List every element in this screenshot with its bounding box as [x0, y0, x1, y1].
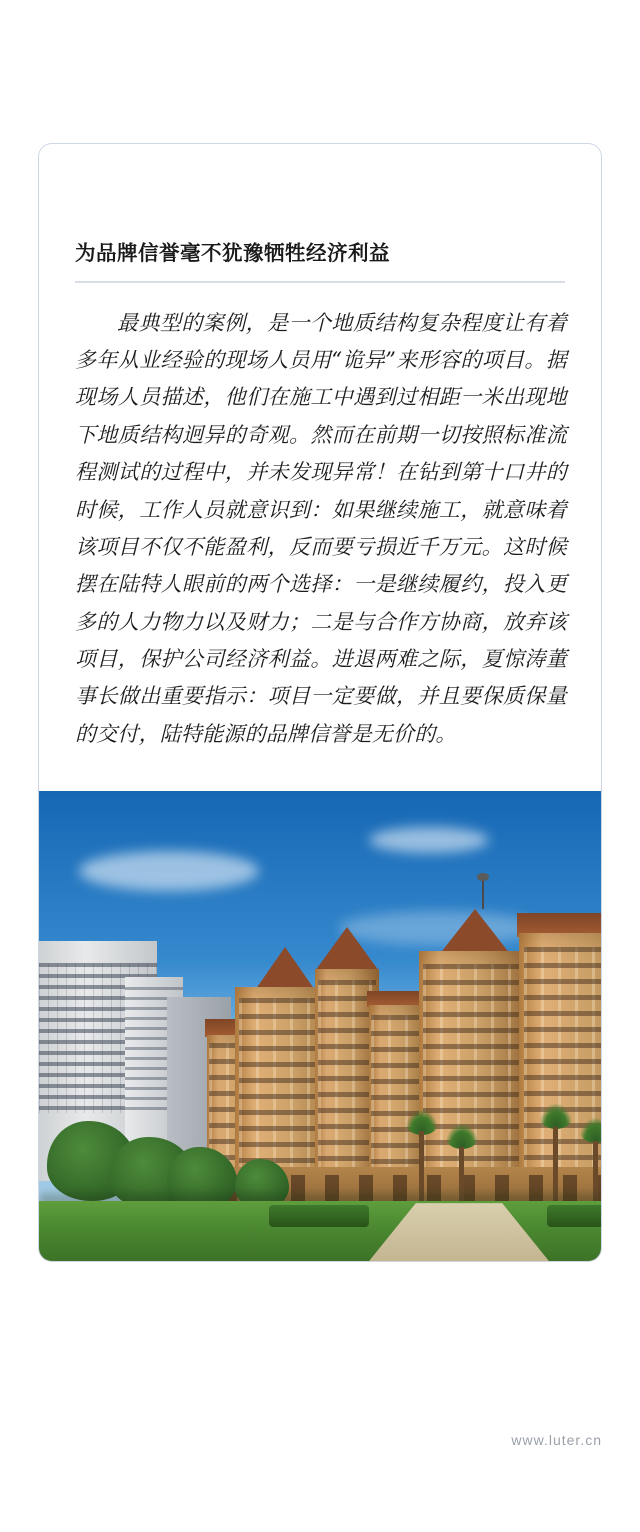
article-card	[38, 143, 602, 1262]
rooftop-antenna	[482, 879, 484, 909]
page-title: 为品牌信誉毫不犹豫牺牲经济利益	[75, 240, 565, 283]
roof-spire	[439, 909, 511, 955]
article-body: 最典型的案例，是一个地质结构复杂程度让有着多年从业经验的现场人员用“诡异”来形容的项目。据现场人员描述，他们在施工中遇到过相距一米出现地下地质结构迥异的奇观。然而在前期一切按照标准流程测试的过程中，并未发现异常！在钻到第十口井的时候，工作人员就意识到：如果继续施工，就意味着该项目不仅不能盈利，反而要亏损近千万元。这时候摆在陆特人眼前的两个选择：一是继续履约，投入更多的人力物力以及财力；二是与合作方协商，放弃该项目，保护公司经济利益。进退两难之际，夏惊涛董事长做出重要指示：项目一定要做，并且要保质保量的交付，陆特能源的品牌信誉是无价的。	[75, 310, 567, 746]
hedge	[547, 1205, 601, 1227]
palm-fronds	[445, 1123, 479, 1149]
body-block	[39, 283, 601, 792]
palm-fronds	[579, 1117, 601, 1143]
window-grid	[318, 980, 377, 1186]
hedge	[269, 1205, 369, 1227]
cloud-shape	[369, 827, 489, 853]
palm-fronds	[539, 1103, 573, 1129]
cloud-shape	[79, 851, 259, 891]
article-card-inner	[39, 144, 601, 1261]
footer-website: www.luter.cn	[511, 1432, 602, 1448]
heading-block	[39, 144, 601, 283]
roof-spire	[315, 927, 379, 971]
building-photo	[39, 791, 601, 1261]
